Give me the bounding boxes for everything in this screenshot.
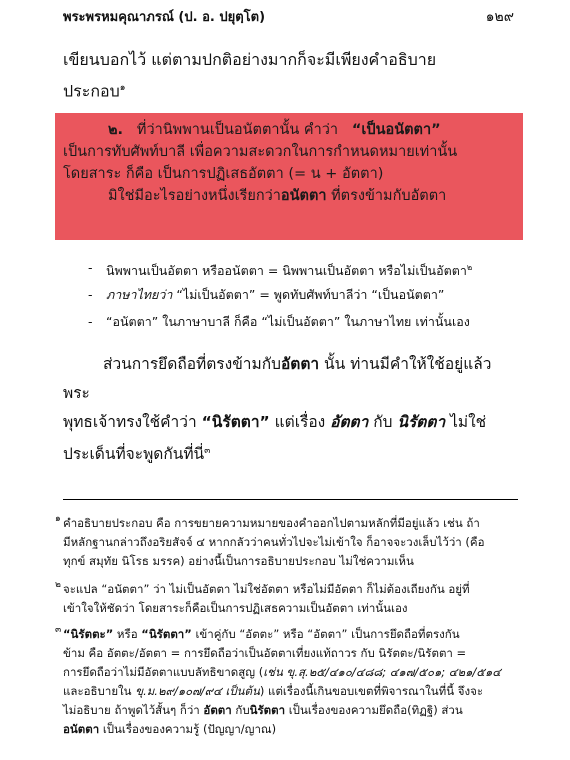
footnote-3-term-anatta: อนัตตา: [63, 722, 100, 736]
top-paragraph-line-1: เขียนบอกไว้ แต่ตามปกติอย่างมากก็จะมีเพียงคำอธิบาย: [63, 50, 437, 69]
footnote-3-line-5-e: เป็นเรื่องของความยึดถือ(ทิฏฐิ) ส่วน: [285, 703, 463, 717]
footnote-3-line-1-d: เข้าคู่กับ “อัตตะ” หรือ “อัตตา” เป็นการยึดถือที่ตรงกัน: [191, 627, 460, 641]
paragraph-2-line-2-a: พุทธเจ้าทรงใช้คำว่า: [63, 413, 202, 431]
footnote-ref-3: ๓: [204, 446, 211, 456]
footnote-3-number: ๓: [55, 625, 62, 635]
highlight-line-1-term: “เป็นอนัตตา”: [351, 122, 441, 138]
paragraph-2-line-3-text: ประเด็นที่จะพูดกันที่นี่: [63, 445, 205, 464]
footnote-2: [55, 580, 520, 618]
page-number: ๑๒๙: [485, 9, 514, 25]
top-paragraph: [63, 46, 520, 105]
highlight-text: [63, 119, 520, 207]
bullet-text-1: นิพพานเป็นอัตตา หรืออนัตตา = นิพพานเป็นอัตตา หรือไม่เป็นอัตตา: [106, 263, 467, 279]
footnote-2-line-1: จะแปล “อนัตตา” ว่า ไม่เป็นอัตตา ไม่ใช่อัตตา หรือไม่มีอัตตา ก็ไม่ต้องเถียงกัน อยู่ที่: [63, 582, 470, 596]
paragraph-2-term-niratta: “นิรัตตา”: [201, 413, 270, 431]
bullet-item-1: [88, 258, 473, 280]
footnote-3-line-5: [63, 701, 520, 720]
footnote-1: [55, 514, 520, 571]
paragraph-2-line-2-c: แต่เรื่อง: [269, 413, 331, 431]
highlight-line-4: [63, 185, 520, 207]
highlight-line-4-a: มิใช่มีอะไรอย่างหนึ่งเรียกว่า: [108, 188, 281, 204]
paragraph-2-line-2: [63, 408, 520, 437]
footnote-1-line-3: ทุกข์ สมุทัย นิโรธ มรรค) อย่างนี้เป็นการอธิบายประกอบ ไม่ใช่ความเห็น: [63, 554, 414, 568]
footnote-3-citation-2: ขุ.ม.๒๙/๑๐๗/๙๔ เป็นต้น: [135, 684, 260, 698]
bullet-dash-3: -: [88, 314, 93, 329]
bullet-text-2-a: ภาษาไทยว่า: [106, 287, 173, 302]
footnote-3-line-4-a: และอธิบายใน: [63, 684, 136, 698]
footnote-3-term-niratta: “นิรัตตา”: [141, 627, 192, 641]
footnote-3-line-6-b: เป็นเรื่องของความรู้ (ปัญญา/ญาณ): [99, 722, 277, 736]
highlight-item-number: ๒.: [108, 122, 124, 138]
paragraph-2-term-niratta-2: นิรัตตา: [397, 413, 446, 431]
footnote-3-term-atta: อัตตา: [203, 703, 232, 717]
paragraph-2-line-1: [63, 350, 520, 408]
paragraph-2-line-2-e: กับ: [368, 413, 398, 431]
bullet-text-2-b: “ไม่เป็นอัตตา” = พูดทับศัพท์บาลีว่า “เป็นอนัตตา”: [172, 287, 445, 302]
bullet-dash-1: -: [88, 260, 93, 275]
footnote-3: [55, 625, 520, 739]
footnote-rule: [63, 499, 518, 500]
paragraph-2-term-atta-2: อัตตา: [330, 413, 369, 431]
paragraph-2-term-atta: อัตตา: [280, 355, 320, 373]
bullet-item-3: [88, 312, 470, 331]
bullet-text-3: “อนัตตา” ในภาษาบาลี ก็คือ “ไม่เป็นอัตตา” ในภาษาไทย เท่านั้นเอง: [106, 314, 470, 329]
footnote-3-citation-1: เช่น ขุ.สุ.๒๕/๔๑๐/๔๘๘; ๔๑๗/๕๐๑; ๔๒๑/๕๑๔: [263, 665, 501, 679]
running-header-title: พระพรหมคุณาภรณ์ (ป. อ. ปยุตฺโต): [63, 10, 266, 25]
paragraph-2-line-1-c: นั้น ท่านมีคำให้ใช้อยู่แล้ว พระ: [63, 355, 492, 402]
top-paragraph-line-2: [63, 74, 520, 105]
footnote-3-line-4: [63, 682, 520, 701]
top-paragraph-line-2-text: ประกอบ: [63, 81, 120, 101]
footnote-ref-2: ๒: [466, 263, 473, 272]
highlight-line-4-c: ที่ตรงข้ามกับอัตตา: [326, 188, 447, 204]
footnote-1-line-2: มีหลักฐานกล่าวถึงอริยสัจจ์ ๔ หากกลัวว่าคนทั่วไปจะไม่เข้าใจ ก็อาจจะวงเล็บไว้ว่า (คือ: [63, 535, 485, 549]
footnote-2-line-2: เข้าใจให้ชัดว่า โดยสาระก็คือเป็นการปฏิเสธความเป็นอัตตา เท่านั้นเอง: [63, 601, 408, 615]
footnote-3-line-3: [63, 663, 520, 682]
footnote-ref-1: ๑: [119, 83, 126, 93]
bullet-dash-2: -: [88, 287, 93, 302]
footnote-3-line-3-a: การยึดถือว่าไม่มีอัตตาแบบลัทธิขาดสูญ (: [63, 665, 264, 679]
footnote-1-number: ๑: [55, 514, 61, 524]
paragraph-2: [63, 350, 520, 469]
highlight-line-1-text: ที่ว่านิพพานเป็นอนัตตานั้น คำว่า: [136, 122, 339, 138]
highlight-line-2: เป็นการทับศัพท์บาลี เพื่อความสะดวกในการกำหนดหมายเท่านั้น: [63, 144, 458, 160]
footnote-3-line-5-c: กับ: [231, 703, 250, 717]
highlight-line-1: [63, 119, 520, 141]
highlight-line-3: โดยสาระ ก็คือ เป็นการปฏิเสธอัตตา (= น + อัตตา): [63, 166, 384, 182]
footnote-3-term-nirattata: “นิรัตตะ”: [63, 627, 114, 641]
footnote-3-line-5-a: ไม่อธิบาย ถ้าพูดไว้สั้นๆ ก็ว่า: [63, 703, 204, 717]
paragraph-2-line-3: [63, 437, 520, 469]
footnote-3-line-2: ข้าม คือ อัตตะ/อัตตา = การยึดถือว่าเป็นอัตตาเที่ยงแท้ถาวร กับ นิรัตตะ/นิรัตตา =: [63, 646, 467, 660]
paragraph-2-line-1-a: ส่วนการยึดถือที่ตรงข้ามกับ: [103, 355, 281, 373]
bullet-item-2: [88, 285, 445, 304]
footnote-3-term-niratta-2: นิรัตตา: [249, 703, 286, 717]
paragraph-2-line-2-g: ไม่ใช่: [445, 413, 487, 431]
footnote-3-line-6: [63, 720, 520, 739]
footnote-1-line-1: คำอธิบายประกอบ คือ การขยายความหมายของคำออกไปตามหลักที่มีอยู่แล้ว เช่น ถ้า: [63, 516, 480, 530]
footnote-2-number: ๒: [55, 580, 61, 590]
footnote-3-line-1-b: หรือ: [113, 627, 142, 641]
footnote-3-line-4-c: ) แต่เรื่องนี้เกินขอบเขตที่พิจารณาในที่นี้ จึงจะ: [259, 684, 483, 698]
highlight-line-4-term: อนัตตา: [280, 188, 327, 204]
footnote-3-line-1: [63, 625, 520, 644]
